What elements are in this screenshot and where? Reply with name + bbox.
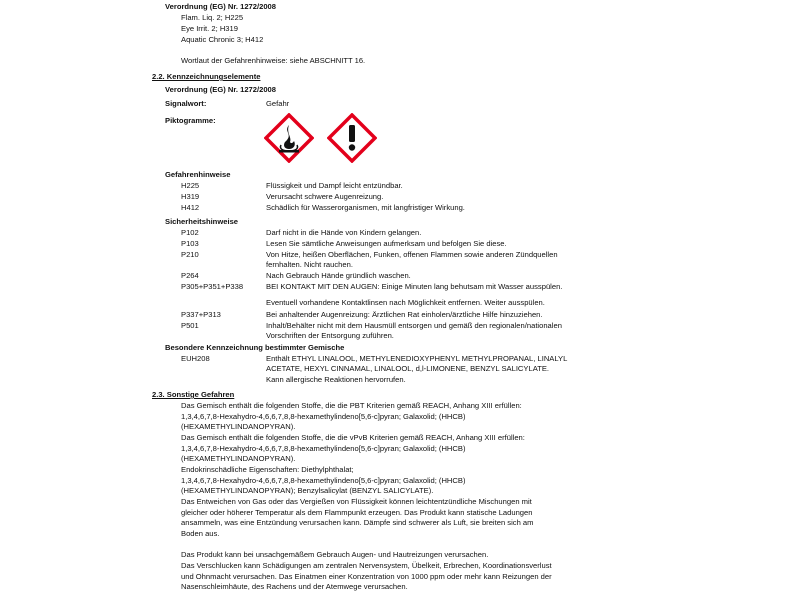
other-hazards-line: (HEXAMETHYLINDANOPYRAN).	[181, 454, 296, 463]
other-hazards-line: 1,3,4,6,7,8-Hexahydro-4,6,6,7,8,8-hexamethylindeno[5,6-c]pyran; Galaxolid; (HHCB)	[181, 444, 466, 453]
precaution-text: Vorschriften der Entsorgung zuführen.	[266, 331, 394, 340]
special-text: ACETATE, HEXYL CINNAMAL, LINALOOL, d,l-LIMONENE, BENZYL SALICYLATE.	[266, 364, 550, 373]
classification-item: Eye Irrit. 2; H319	[181, 24, 238, 33]
other-hazards-line: Das Produkt kann bei unsachgemäßem Gebrauch Augen- und Hautreizungen verursachen.	[181, 550, 489, 559]
hazard-text: Flüssigkeit und Dampf leicht entzündbar.	[266, 181, 403, 190]
precaution-code: P264	[181, 271, 199, 280]
regulation-heading: Verordnung (EG) Nr. 1272/2008	[165, 85, 276, 94]
classification-heading: Verordnung (EG) Nr. 1272/2008	[165, 2, 276, 11]
other-hazards-line: gleicher oder höherer Temperatur als dem Flammpunkt erzeugen. Das Produkt kann statische Ladungen	[181, 508, 533, 517]
precaution-code: P337+P313	[181, 310, 221, 319]
other-hazards-line: Das Gemisch enthält die folgenden Stoffe, die die vPvB Kriterien gemäß REACH, Anhang XIII erfüllen:	[181, 433, 525, 442]
other-hazards-line: Nasenschleimhäute, des Rachens und der Atemwege verursachen.	[181, 582, 408, 591]
precaution-text: Inhalt/Behälter nicht mit dem Hausmüll entsorgen und gemäß den regionalen/nationalen	[266, 321, 562, 330]
precaution-text: fernhalten. Nicht rauchen.	[266, 260, 353, 269]
precaution-code: P305+P351+P338	[181, 282, 244, 291]
hazard-text: Schädlich für Wasserorganismen, mit langfristiger Wirkung.	[266, 203, 465, 212]
flame-icon	[264, 113, 314, 163]
other-hazards-line: 1,3,4,6,7,8-Hexahydro-4,6,6,7,8,8-hexamethylindeno[5,6-c]pyran; Galaxolid; (HHCB)	[181, 412, 466, 421]
precaution-text: Darf nicht in die Hände von Kindern gelangen.	[266, 228, 422, 237]
special-labelling-label: Besondere Kennzeichnung bestimmter Gemische	[165, 343, 345, 352]
precautionary-statements-label: Sicherheitshinweise	[165, 217, 239, 226]
classification-item: Flam. Liq. 2; H225	[181, 13, 244, 22]
precaution-text: Nach Gebrauch Hände gründlich waschen.	[266, 271, 411, 280]
other-hazards-line: Das Gemisch enthält die folgenden Stoffe, die die PBT Kriterien gemäß REACH, Anhang XIII erfüllen:	[181, 401, 522, 410]
other-hazards-line: 1,3,4,6,7,8-Hexahydro-4,6,6,7,8,8-hexamethylindeno[5,6-c]pyran; Galaxolid; (HHCB)	[181, 476, 466, 485]
other-hazards-line: ansammeln, was eine Entzündung verursachen kann. Dämpfe sind schwerer als Luft, sie breiten sich am	[181, 518, 534, 527]
other-hazards-line: (HEXAMETHYLINDANOPYRAN); Benzylsalicylat (BENZYL SALICYLATE).	[181, 486, 434, 495]
special-code: EUH208	[181, 354, 210, 363]
precaution-text: Bei anhaltender Augenreizung: Ärztlichen Rat einholen/ärztliche Hilfe hinzuziehen.	[266, 310, 543, 319]
precaution-text: Lesen Sie sämtliche Anweisungen aufmerksam und befolgen Sie diese.	[266, 239, 507, 248]
signal-word-value: Gefahr	[266, 99, 290, 108]
classification-note: Wortlaut der Gefahrenhinweise: siehe ABSCHNITT 16.	[181, 56, 366, 65]
section-2-2-title: 2.2. Kennzeichnungselemente	[152, 72, 261, 81]
precaution-text: BEI KONTAKT MIT DEN AUGEN: Einige Minuten lang behutsam mit Wasser ausspülen.	[266, 282, 563, 291]
precaution-text: Eventuell vorhandene Kontaktlinsen nach Möglichkeit entfernen. Weiter ausspülen.	[266, 298, 545, 307]
precaution-code: P501	[181, 321, 199, 330]
special-text: Enthält ETHYL LINALOOL, METHYLENEDIOXYPHENYL METHYLPROPANAL, LINALYL	[266, 354, 568, 363]
other-hazards-line: Endokrinschädliche Eigenschaften: Diethylphthalat;	[181, 465, 354, 474]
hazard-code: H412	[181, 203, 200, 212]
pictograms-label: Piktogramme:	[165, 116, 216, 125]
hazard-code: H319	[181, 192, 200, 201]
hazard-text: Verursacht schwere Augenreizung.	[266, 192, 384, 201]
precaution-code: P210	[181, 250, 199, 259]
precaution-code: P103	[181, 239, 199, 248]
other-hazards-line: und Ohnmacht verursachen. Das Einatmen einer Konzentration von 1000 ppm oder mehr kann Reizungen der	[181, 572, 552, 581]
hazard-statements-label: Gefahrenhinweise	[165, 170, 231, 179]
other-hazards-line: Das Entweichen von Gas oder das Vergießen von Flüssigkeit können leichtentzündliche Mischungen mit	[181, 497, 532, 506]
precaution-code: P102	[181, 228, 199, 237]
section-2-3-title: 2.3. Sonstige Gefahren	[152, 390, 235, 399]
exclamation-icon	[327, 113, 377, 163]
precaution-text: Von Hitze, heißen Oberflächen, Funken, offenen Flammen sowie anderen Zündquellen	[266, 250, 558, 259]
other-hazards-line: (HEXAMETHYLINDANOPYRAN).	[181, 422, 296, 431]
other-hazards-line: Das Verschlucken kann Schädigungen am zentralen Nervensystem, Übelkeit, Erbrechen, Koordinationsverlust	[181, 561, 552, 570]
special-text: Kann allergische Reaktionen hervorrufen.	[266, 375, 406, 384]
classification-item: Aquatic Chronic 3; H412	[181, 35, 264, 44]
other-hazards-line: Boden aus.	[181, 529, 220, 538]
hazard-code: H225	[181, 181, 200, 190]
signal-word-label: Signalwort:	[165, 99, 207, 108]
